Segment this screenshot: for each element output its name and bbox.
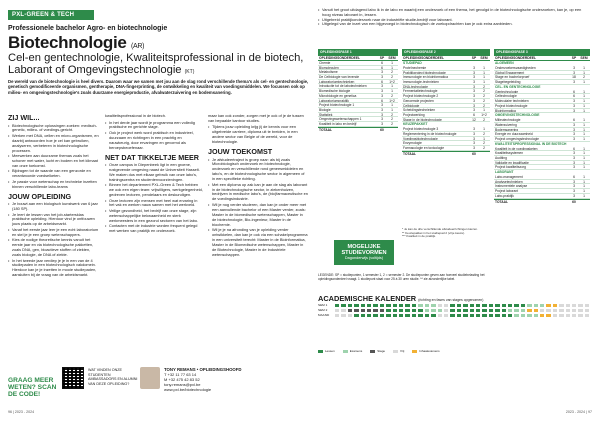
table-cell-sp: 3: [473, 66, 475, 70]
table-header: OPLEIDINGSFASE 2: [402, 49, 490, 56]
table-cell-name: Project omgevingstechnologie: [495, 136, 539, 141]
table-cell-sp: 3: [573, 184, 575, 189]
list-item: • Met een diploma op zak kan je aan de slag als laborant in de biotechnologische sector, in ziekenhuizen, bedrijven in medische labo's, de (bio)farmaceutische en de voedingsindustrie.: [208, 183, 308, 203]
specializations-suffix: (KT): [184, 69, 195, 75]
table-cell-sem: 1: [583, 89, 585, 94]
table-total: [318, 127, 398, 132]
list-item: • Onze campus in Diepenbeek ligt in een groene, rustgevende omgeving naast de Universiteit Hasselt. We maken dus met elkaar gebruik van onze labo's, trainingscentra en studentenvoorzieningen.: [105, 163, 203, 183]
title-text: Biotechnologie: [8, 33, 127, 52]
table-cell-sp: 3: [473, 108, 475, 113]
table-header: OPLEIDINGSFASE 3: [494, 49, 590, 56]
list-item: • Onze lectoren zijn mensen met heel wat ervaring in het vak en werken nauw samen met het werkveld.: [105, 199, 203, 209]
table-cell-name: Celtechnologie: [495, 94, 517, 99]
table-cell-sem: 1: [391, 84, 393, 89]
table-cell-name: Stagebegeleiding: [495, 80, 521, 84]
table-cell-sp: 6: [573, 94, 575, 99]
table-cell-sp: 3: [473, 80, 475, 85]
table-cell-sp: 3: [473, 70, 475, 75]
ziwil-list: [8, 124, 100, 190]
list-item: • Bijdragen tot de waarde van een genzorde en verantwoorde voedselketen.: [8, 169, 100, 179]
table-total-empty: [386, 128, 398, 132]
table-cell-sem: 2: [483, 146, 485, 150]
table-cell-sem: 1: [483, 80, 485, 85]
table-cell-sem: 1: [583, 189, 585, 194]
table-cell-sp: 6: [573, 89, 575, 94]
table-cell-name: Immunologie en bioinformatica: [403, 75, 448, 80]
table-cell-name: Kwaliteit in labo en bedrijf: [319, 121, 357, 126]
table-cell-name: Milieutechnologie: [495, 118, 521, 122]
table-total-value: 60: [572, 199, 576, 204]
table-cell-name: Statistiek: [319, 112, 333, 117]
table-cell-name: Labo-management: [495, 175, 523, 179]
table-cell-sem: SEM: [388, 56, 396, 60]
specializations-heading: [8, 52, 313, 78]
table-cell-sp: 3: [573, 99, 575, 104]
list-item: • Je bouwt aan een biologisch kunstwerk van 6 jaar (180 SP).: [8, 202, 100, 212]
table-cell-sem: 1: [483, 108, 485, 113]
list-item: • In het tweede jaar verdiep je je in een van de 4 studiepaden in een biotechnologisch vakdomein. Hierdoor kan je je inzetten in mooie studiepaden, aansluiten bij de vraag van de arbeidsmarkt.: [8, 259, 100, 279]
table-cell-sp: 3: [381, 84, 383, 89]
table-cell-sp: 3: [573, 193, 575, 198]
table-cell-sem: 1: [583, 156, 585, 160]
table-cell-sem: 2: [483, 98, 485, 103]
table-cell-sem: 1: [583, 179, 585, 184]
table-cell-name: Celbiologie: [403, 103, 420, 108]
table-cell-sem: 1: [583, 146, 585, 151]
table-total-value: 60: [472, 151, 476, 156]
column-3: [208, 114, 308, 258]
table-cell-sp: 3: [473, 131, 475, 136]
contact-email[interactable]: tony.remans@pxl.be: [164, 382, 201, 387]
table-cell-sem: 1: [483, 66, 485, 70]
table-cell-sp: 3: [573, 160, 575, 165]
table-cell-name: Bodemsanering: [495, 127, 519, 132]
table-cell-sem: 2: [391, 117, 393, 122]
table-cell-sp: 3: [473, 98, 475, 103]
table-cell-sp: 6: [573, 118, 575, 123]
contact-mobile[interactable]: M +32 475 42 83 52: [164, 377, 200, 382]
table-cell-sem: 2: [483, 117, 485, 122]
calendar-title-text: ACADEMISCHE KALENDER: [318, 294, 417, 303]
table-cell-name: De Celbiologie van levende: [319, 75, 360, 79]
table-cell-sem: 1: [583, 151, 585, 156]
table-cell-name: Onderzoekersvaardigheden: [495, 66, 536, 70]
calendar-row: [318, 313, 590, 318]
page-title: [8, 33, 144, 53]
table-opleidingsfase-2: [402, 49, 490, 156]
table-section: OMGEVINGSTECHNOLOGIE: [495, 113, 540, 118]
table-cell-sem: 1: [583, 165, 585, 170]
table-cell-sp: 12: [472, 117, 476, 122]
section-tag: PXL-GREEN & TECH: [8, 10, 94, 20]
legend-text: LEGENDE: SP = studiepunten, 1 semester 1, 2 = semester 2. De studiepunten geven aan hoeveel studiebelasting het opleidingsonderdeel vraagt. 1 studiepunt staat voor 25 à 30 uren studie. ** zie afzonderlijke tabel.: [318, 273, 485, 281]
list-item: • Wil je nog verder studeren, dan kan je onder meer met een aanvullende bachelor of een Master verder, zoals: Master in de biomedische wetenschappen, Master in de biotechnologie, Bio-ingenieur, Master in de biochemie.: [208, 203, 308, 228]
table-cell-sp: 6: [573, 146, 575, 151]
table-total-empty: [478, 152, 490, 156]
table-cell-name: Instrumentele analyse: [495, 184, 528, 189]
list-item: • Werken met DNA, cellen en micro-organismen, en daarbij antwoorden hoe je cel kan gebruiken, analyseren, verbeteren in biotechnologische processen.: [8, 134, 100, 154]
table-cell-name: OPLEIDINGSONDERDEEL: [495, 56, 537, 60]
table-section: ALGEMEEN: [495, 61, 514, 65]
calendar-row-label: MAAND: [318, 313, 330, 317]
list-item: • Je leert de lessen van het job-startersklas praktische opleiding. Hierdoor vind je ontfouwen jouw plaats op de arbeidsmarkt.: [8, 213, 100, 228]
table-total-label: TOTAAL: [403, 151, 417, 156]
table-cell-sp: 3: [573, 189, 575, 194]
table-cell-sp: 3: [473, 141, 475, 146]
contact-avatar: [140, 367, 160, 389]
table-cell-sem: 1: [583, 193, 585, 198]
table-cell-sp: 3: [381, 103, 383, 108]
table-cell-sem: 1: [583, 118, 585, 123]
calendar-title: [318, 294, 483, 303]
table-cell-sem: 1: [583, 127, 585, 132]
table-cell-sem: 1: [583, 184, 585, 189]
table-header: OPLEIDINGSFASE 1: [318, 49, 398, 56]
table-cell-sem: 1: [583, 160, 585, 165]
contact-website[interactable]: www.pxl.be/biotechnologie: [164, 387, 212, 392]
table-cell-name: Validatie en kwalificatie: [495, 160, 529, 165]
table-cell-name: Microbiologie en genetica: [319, 93, 357, 98]
table-cell-sem: 1: [391, 103, 393, 108]
toekomst-list: [208, 158, 308, 258]
table-cell-name: Metabolisme: [319, 70, 338, 75]
table-cell-name: Farmacologie en toxicologie: [403, 146, 445, 150]
table-cell-name: Kwaliteit in de voedingsketen: [495, 146, 538, 151]
table-cell-sem: 2: [483, 131, 485, 136]
table-cell-sem: 1: [483, 70, 485, 75]
table-cell-sp: 3: [573, 156, 575, 160]
table-cell-sp: 6: [381, 65, 383, 70]
study-forms-value: Dagonderwijs (voltijds): [344, 256, 384, 260]
table-section: KEUZEPAKKET: [403, 122, 428, 127]
table-cell-sem: 1: [583, 175, 585, 180]
table-cell-name: Auditing: [495, 156, 507, 160]
table-cell-sp: 3: [473, 136, 475, 141]
table-cell-sem: 2: [583, 75, 585, 80]
table-cell-name: Laboratoriumtechnieken: [319, 79, 355, 84]
specializations-text: Cel-en gentechnologie, Kwaliteitsprofessional in de biotech, Laborant of Omgevingstechnologie: [8, 52, 304, 76]
table-cell-sp: 3: [473, 146, 475, 150]
calendar-row-label: SEM 2: [318, 308, 328, 312]
table-cell-sem: 1: [391, 89, 393, 94]
list-item: • Wil je je na afronding van je opleiding verder ontwikkelen, dan kan je ook via een schakelprogramma in een universiteit terecht: Master in de Bioinformatica, Master in de Biomedische wetenschappen, Master in de Biotechnologie, Master in de Industriele wetenschappen.: [208, 228, 308, 257]
table-cell-name: Project laborant: [495, 189, 519, 193]
table-cell-name: Global Engagement: [495, 70, 525, 75]
heading-jouw-toekomst: JOUW TOEKOMST: [208, 147, 273, 157]
table-cell-sp: 3: [573, 103, 575, 108]
table-cell-sp: 3: [473, 94, 475, 99]
calendar-legend-item: Vrij: [393, 349, 404, 353]
list-item: • Tijdens jouw opleiding krijg jij de kennis voor een uitgebreide carriere, diploma uit te breiden, in een andere sector van Belgie of de wereld, voor de biotechnologie.: [208, 125, 308, 145]
table-cell-sp: 3: [573, 151, 575, 156]
table-cell-name: Biologie: [319, 107, 331, 112]
table-cell-name: Stage en bachelorproef: [495, 75, 530, 80]
paragraph: maar kan ook zonder, zorgen met je ook of je de tussen van bepaalde kantoor studies.: [208, 113, 304, 123]
list-item: • Uitgebreid praktijkonderzoek naar de industriële studie-bedrijf voor laborant.: [318, 18, 588, 23]
table-cell-name: Bioinformatica: [495, 108, 516, 113]
note: ** Keuzepakket in het studiepad 2 (vrije keuze).: [402, 230, 466, 235]
table-cell-sp: SP: [471, 56, 477, 60]
table-cell-sem: 1: [583, 108, 585, 113]
table-cell-sem: 1+2: [389, 79, 395, 84]
table-total-label: TOTAAL: [495, 199, 509, 204]
table-cell-name: Omgevingswetenschappen 1: [319, 117, 362, 121]
calendar-subtitle: (richting en fases van stages opgenomen): [418, 298, 484, 302]
calendar-row-label: SEM 1: [318, 303, 328, 307]
title-suffix: (AR): [131, 43, 145, 50]
qr-description: WAT VINDEN ONZE STUDENTEN AMBASSADORS EN ALUMNI VAN DEZE OPLEIDING?: [88, 368, 138, 386]
table-cell-name: Gentechnologie: [495, 89, 519, 94]
list-item: • Je afstudeertraject is groep naar: als bij zoals Microbiologisch onderzoek en biotechnologie, onderzoek en verschillende rond geneesmiddelen en labo's, en de biotechnologische sector in algemeen of in een specifieke richting.: [208, 158, 308, 183]
extra-list: [105, 163, 203, 234]
table-cell-name: OPLEIDINGSONDERDEEL: [319, 56, 361, 60]
table-cell-name: Analysetechnieken: [495, 179, 523, 184]
table-cell-sp: 6: [473, 112, 475, 117]
table-cell-sp: 3: [573, 108, 575, 113]
table-cell-sp: 3: [381, 70, 383, 75]
table-cell-sp: 3: [573, 127, 575, 132]
table-cell-sem: 2: [391, 112, 393, 117]
right-intro-list: [318, 8, 588, 27]
table-cell-name: Energie en duurzaamheid: [495, 132, 533, 136]
table-cell-sp: 3: [473, 84, 475, 89]
table-cell-name: Project biotechnologie 3: [403, 127, 439, 131]
study-forms-box: [334, 240, 394, 265]
table-cell-name: Praktijkproject biotechnologie: [403, 70, 446, 75]
calendar-legend-item: Examens: [343, 349, 363, 353]
table-cell-name: DNA-technologie: [403, 84, 428, 89]
table-cell-sp: 3: [381, 112, 383, 117]
table-cell-sp: 3: [473, 103, 475, 108]
table-cell-name: Scheidingstechnieken: [403, 108, 436, 112]
study-forms-title: MOGELIJKE STUDIEVORMEN: [341, 244, 387, 256]
table-cell-name: Immunologie-technieken: [403, 80, 439, 84]
table-total-label: TOTAAL: [319, 127, 333, 132]
table-cell-name: Stage in de biotechnologie: [403, 117, 442, 122]
table-cell-name: Introductie tot de labotechnieken: [319, 84, 367, 89]
table-cell-sp: 18: [572, 75, 576, 80]
table-section: CEL- EN GENTECHNOLOGIE: [495, 84, 541, 89]
table-cell-sp: 6: [381, 61, 383, 65]
table-cell-name: Projectwerking: [403, 112, 425, 117]
table-cell-sp: 3: [381, 117, 383, 122]
table-cell-name: Kwaliteitssystemen: [495, 151, 524, 155]
table-cell-sem: 2: [391, 75, 393, 80]
list-item: • Je passie voor wetenschap en technieke inzetten binnen verschillende labo-teams: [8, 180, 100, 190]
table-total: [494, 199, 590, 204]
table-total-empty: [578, 200, 590, 204]
table-opleidingsfase-3: [494, 49, 590, 204]
calendar-legend: [318, 349, 590, 353]
table-cell-sp: 3: [573, 66, 575, 70]
calendar-cell: [584, 313, 590, 318]
table-cell-name: Biomoleculen: [319, 65, 339, 70]
table-cell-sem: 1+2: [389, 98, 395, 103]
table-cell-sp: 3: [573, 179, 575, 184]
contact-block: [164, 367, 242, 392]
list-item: • Veilige gezondheid, het bedrijf van onze stage, zijn wetenschappelijke bekwaamheid en sterk werkmeesters in een gezond sectoren van het labo.: [105, 209, 203, 224]
intro-paragraph: De wereld van de biotechnologie is heel divers. Daarom waar we samen met jou aan de slag rond verschillende thema's als cel- en gentechnologie, genetisch gemodificeerde organismen, gentherapie, DNA-fingerprinting, de ontwikkeling en kwaliteit van voedingsmiddelen. We focussen ook op milieu- en omgevingstechnologie's zoals duurzame energieproductie, afvalwaterzuivering en bodemsanering.: [8, 79, 309, 95]
table-cell-name: Project biotechnologie 1: [319, 103, 355, 107]
calendar-grid: [318, 303, 590, 318]
heading-net-dat-tikkeltje-meer: NET DAT TIKKELTJE MEER: [105, 152, 199, 162]
table-cell-sem: 2: [391, 93, 393, 98]
table-cell-sem: 1: [391, 61, 393, 65]
table-cell-name: Project kwaliteitszorg: [495, 165, 526, 170]
table-cell-sem: 1: [483, 75, 485, 80]
table-cell-sem: 1: [583, 80, 585, 85]
table-cell-sp: 3: [381, 75, 383, 80]
table-cell-sp: 3: [573, 165, 575, 170]
table-cell-name: Waterzuivering: [495, 122, 517, 127]
note: * Je kan de drie verschillende afstudeerrichtingen kiezen.: [402, 227, 478, 231]
table-cell-sem: 1: [583, 66, 585, 70]
table-section: STUDIEPAD: [403, 61, 422, 65]
table-cell-sem: 1+2: [481, 112, 487, 117]
table-cell-sp: 3: [573, 80, 575, 85]
table-cell-name: Project biotechnologie 2: [403, 94, 439, 98]
table-cell-sem: 2: [483, 94, 485, 99]
footer-page-right: 2023 - 2024 | 97: [565, 410, 592, 414]
table-cell-sp: 3: [381, 93, 383, 98]
table-cell-name: Labo-praktijk: [495, 193, 514, 198]
table-cell-sem: 1: [583, 103, 585, 108]
list-item: • Binnen het departement PXL-Green & Tech hebben we ook een eigen team: vrijwilligers, werkgelegenheid, gedreven lectoren, pendelaars en deskundigen.: [105, 183, 203, 198]
table-cell-name: Reglementering in de biotechnologie: [403, 131, 457, 136]
list-item: • Kies de nodige theoretische kennis vanuit het eerste jaar en via biotechnologische pakketten, zoals DNA, gen, bioactieve stoffen of ziekten, zoals biologie, de DNA of ziekte.: [8, 238, 100, 258]
list-item: • Vanuit het groot uitdagend labo ik in de labo en waarbij een onderzoek of een thema, het gevolgd in de biotechnologische onderzoeken, kan je, op een hoog niveau laborant in, lessen.: [318, 8, 588, 18]
table-cell-sp: 3: [381, 121, 383, 126]
table-cell-name: Proteïnechemie: [403, 66, 427, 70]
table-section: KWALITEITSPROFESSIONAL IN DE BIOTECH: [495, 141, 567, 146]
list-item: • Contacten met de industrie worden frequent gelegd met werken van praktijk en onderzoek.: [105, 224, 203, 234]
qr-code-icon[interactable]: [62, 367, 84, 389]
table-cell-sp: 3: [381, 107, 383, 112]
qr-call-to-action: GRAAG MEER WETEN? SCAN DE CODE!: [8, 377, 57, 398]
table-cell-name: Chemie: [319, 61, 331, 65]
table-cell-sem: 1: [391, 65, 393, 70]
table-total: [402, 151, 490, 156]
table-cell-sem: 1: [583, 136, 585, 141]
table-cell-sp: 3: [473, 89, 475, 94]
column-2: [105, 114, 203, 235]
table-cell-sem: 2: [483, 89, 485, 94]
table-cell-sp: 6: [573, 175, 575, 180]
table-cell-sem: 2: [391, 70, 393, 75]
calendar-legend-item: Stage: [370, 349, 385, 353]
table-cell-sp: 3: [473, 75, 475, 80]
table-cell-sem: 1: [583, 122, 585, 127]
calendar-legend-item: Lessen: [318, 349, 335, 353]
contact-name: TONY REMANS • OPLEIDINGSHOOFD: [164, 367, 242, 372]
table-cell-sem: 2: [391, 121, 393, 126]
table-total-value: 60: [380, 127, 384, 132]
table-cell-sem: 2: [483, 141, 485, 146]
table-cell-sem: 1: [391, 107, 393, 112]
table-cell-name: Genoemde projecten: [403, 98, 434, 103]
table-cell-sem: SEM: [480, 56, 488, 60]
heading-jouw-opleiding: JOUW OPLEIDING: [8, 191, 72, 201]
table-cell-name: Laboratoriumpraktijk: [319, 98, 349, 103]
table-cell-sp: 3: [573, 136, 575, 141]
opleiding-list: [8, 202, 100, 278]
calendar-legend-item: Inhaalexamens: [412, 349, 439, 353]
table-cell-sp: 3: [573, 132, 575, 137]
list-item: • Uitgelegd van de inzet van een bijgevoegd in biotechnologisch de zoekopdrachten kan je ook extra aanbieden.: [318, 22, 588, 27]
table-cell-name: Fermentatietechnologie: [403, 89, 438, 94]
table-cell-sp: 3: [573, 70, 575, 75]
footer-page-left: 96 | 2023 - 2024: [8, 410, 35, 414]
table-cell-sem: 1: [583, 132, 585, 137]
table-cell-sem: 1: [583, 94, 585, 99]
table-cell-sem: 2: [483, 84, 485, 89]
table-cell-name: Biomedische biologie: [319, 89, 351, 93]
table-cell-sem: SEM: [580, 56, 588, 60]
table-cell-sem: 1: [583, 99, 585, 104]
list-item: • Vanaf het eerste jaar leer je een echt laboratorium en stel je je een groep wetenschappers.: [8, 228, 100, 238]
program-subtitle: Professionele bachelor Agro- en biotechnologie: [8, 25, 168, 32]
note: *** Kwaliteit in de praktijk.: [402, 234, 437, 239]
heading-ziwil: ZIJ WIL...: [8, 113, 40, 122]
contact-phone[interactable]: T +32 11 77 63 14: [164, 372, 197, 377]
table-cell-sp: 3: [381, 89, 383, 94]
table-cell-name: Moleculaire technieken: [495, 99, 529, 103]
table-cell-name: Project biotechnologie: [495, 103, 528, 108]
table-cell-name: OPLEIDINGSONDERDEEL: [403, 56, 445, 60]
list-item: • Biotechnologische oplossingen zoeken: medisch-genetic, milieu- of voedings-gericht.: [8, 124, 100, 134]
table-cell-sp: 6: [381, 98, 383, 103]
table-cell-name: Enzymologie: [403, 141, 422, 145]
table-cell-sp: SP: [379, 56, 385, 60]
table-notes: [402, 228, 490, 239]
column-1: [8, 114, 100, 279]
table-cell-sem: 1: [483, 127, 485, 132]
table-cell-sp: 3: [573, 122, 575, 127]
list-item: • Meewerken aan duurzame themas zoals het schoner met water, lucht en bodem en het klimaat van onze toekomst.: [8, 154, 100, 169]
list-item: • Ook je project werk word praktisch en industrieel, duurzaam en richtingen in een prachtig en nauwkeurig, door ervaringen en gevormd als beroepsbeoefenaar.: [105, 131, 203, 151]
table-cell-name: Voedingsbiotechnologie: [403, 136, 438, 141]
table-section: LABORANT: [495, 170, 514, 175]
list-item: • In het derde jaar wordt je programma een volledig praktische en gerichte stage.: [105, 121, 203, 131]
table-cell-sem: 2: [483, 103, 485, 108]
table-cell-sem: 1: [483, 136, 485, 141]
table-cell-sem: 1: [583, 70, 585, 75]
paragraph: kwaliteitsprofessional in de biotech.: [105, 113, 166, 118]
table-cell-sp: 6: [381, 79, 383, 84]
table-cell-sp: 3: [473, 127, 475, 132]
table-opleidingsfase-1: [318, 49, 398, 132]
table-cell-sp: SP: [571, 56, 577, 60]
